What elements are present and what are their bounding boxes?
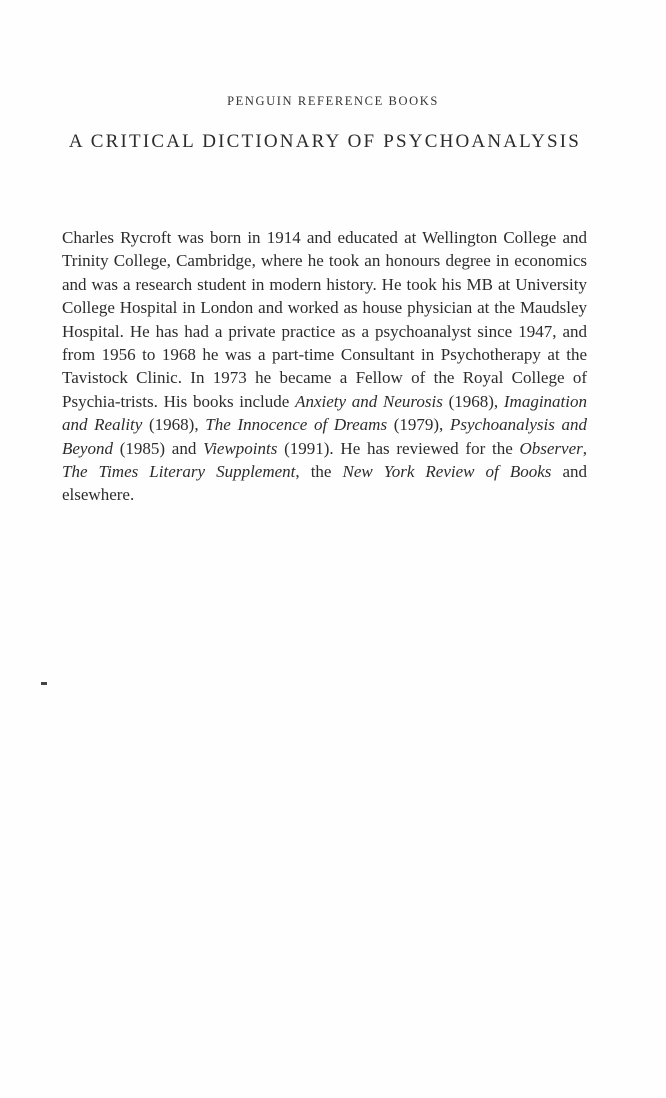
book-title-psychoanalysis: Psychoanalysis and Beyond [62,415,587,458]
book-title: A CRITICAL DICTIONARY OF PSYCHOANALYSIS [68,131,582,152]
author-biography [62,226,587,507]
publication-observer: Observer [519,438,583,458]
book-title-imagination: Imagination and Reality [62,391,587,435]
bio-text: (1979), [387,415,450,435]
scan-speck [41,682,47,685]
book-title-viewpoints: Viewpoints [203,438,278,458]
bio-text: , the [295,462,343,482]
bio-text: Charles Rycroft was born in 1914 and educated at Wellington College and Trinity College, Cambridge, where he took an honours degree in economics and was a research student in modern history. He took his MB at University College Hospital in London and worked as house physician at the Maudsley Hospital. He has had a private practice as a psychoanalyst since 1947, and from 1956 to 1968 he was a part-time Consultant in Psychotherapy at the Tavistock Clinic. In 1973 he became a Fellow of the Royal College of Psychia-trists. His books include [62,228,587,411]
bio-text: (1991). He has reviewed for the [277,438,520,458]
bio-text: (1985) and [112,438,204,458]
series-label: PENGUIN REFERENCE BOOKS [227,94,439,108]
publication-nyrb: New York Review of Books [342,462,552,482]
bio-text: (1968), [142,415,206,435]
book-title-innocence: The Innocence of Dreams [205,415,388,435]
publication-tls: The Times Literary Supplement [62,462,296,482]
bio-text: , [582,438,587,458]
bio-text: (1968), [442,391,504,411]
book-title-anxiety: Anxiety and Neurosis [295,391,443,411]
bio-text: and elsewhere. [62,462,587,505]
